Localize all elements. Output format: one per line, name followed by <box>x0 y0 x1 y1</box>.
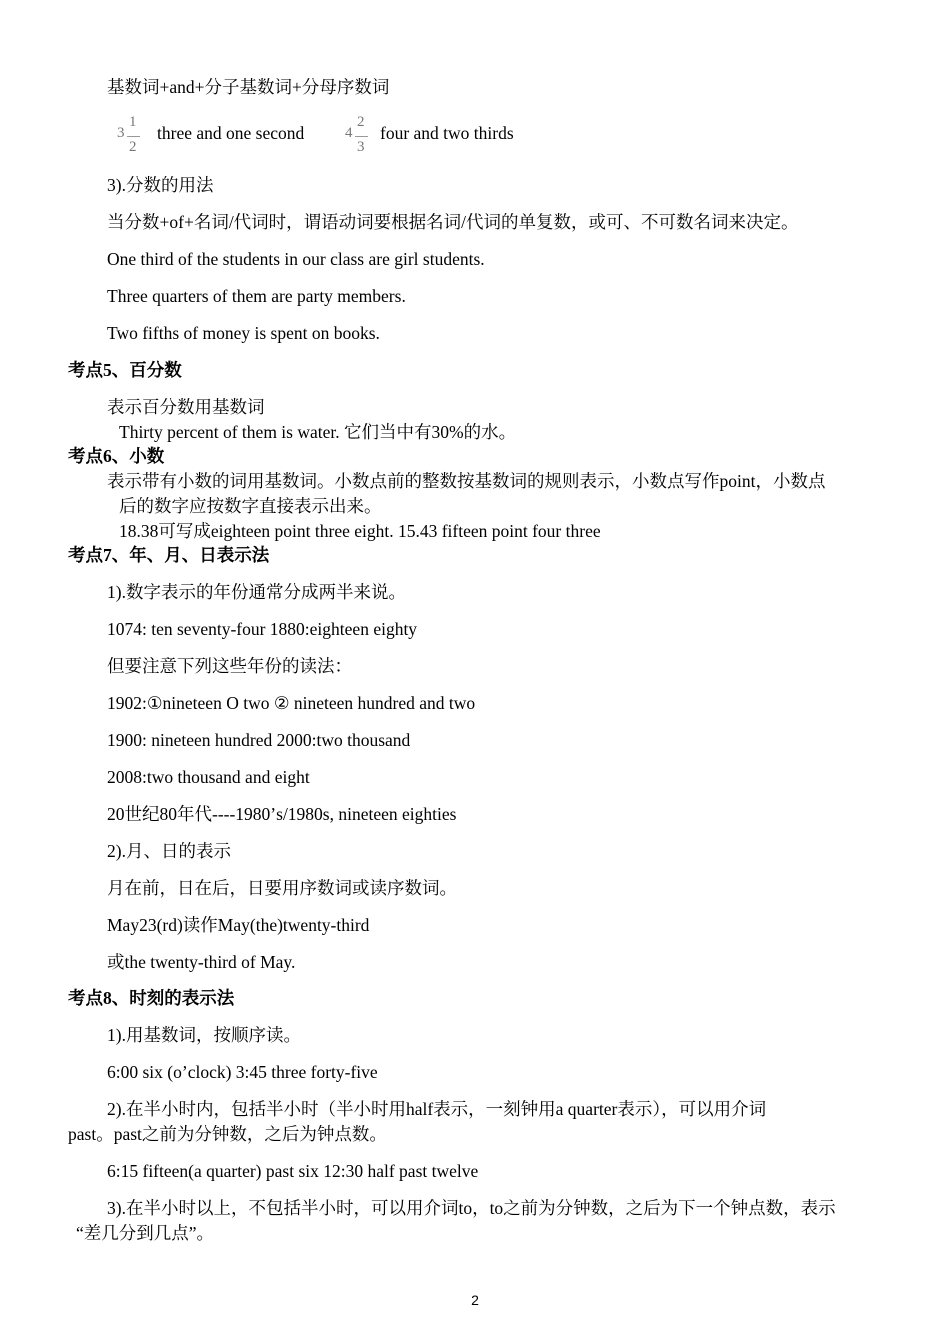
fraction-reading: four and two thirds <box>380 123 514 143</box>
text-line: 3).分数的用法 <box>107 175 214 195</box>
text-line: 2).在半小时内，包括半小时（半小时用half表示，一刻钟用a quarter表示），可以用介词 <box>107 1099 767 1119</box>
text-line: 表示带有小数的词用基数词。小数点前的整数按基数词的规则表示，小数点写作point，小数点 <box>107 471 826 491</box>
fraction-examples <box>107 114 807 160</box>
section-heading: 考点6、小数 <box>68 446 165 466</box>
text-line: 1).用基数词，按顺序读。 <box>107 1025 301 1045</box>
text-line: 但要注意下列这些年份的读法： <box>107 656 352 676</box>
text-line: past。past之前为分钟数，之后为钟点数。 <box>68 1124 387 1144</box>
text-line: Three quarters of them are party members. <box>107 286 406 306</box>
text-line: 3).在半小时以上，不包括半小时，可以用介词to，to之前为分钟数，之后为下一个钟点数，表示 <box>107 1198 836 1218</box>
fraction-reading: three and one second <box>157 123 305 143</box>
fraction-bar <box>355 136 368 137</box>
text-line: One third of the students in our class are girl students. <box>107 249 485 269</box>
text-line: 6:00 six (o’clock) 3:45 three forty-five <box>107 1062 378 1082</box>
fraction-denominator: 3 <box>357 139 365 155</box>
section-heading: 考点5、百分数 <box>68 360 182 380</box>
fraction-numerator: 2 <box>357 114 365 130</box>
text-line: 20世纪80年代----1980’s/1980s, nineteen eighties <box>107 804 457 824</box>
text-line: 2).月、日的表示 <box>107 841 231 861</box>
text-line: 1902:①nineteen O two ② nineteen hundred and two <box>107 693 476 713</box>
text-line: Thirty percent of them is water. 它们当中有30%的水。 <box>119 422 517 442</box>
fraction-whole: 4 <box>345 125 353 141</box>
fraction-whole: 3 <box>117 125 125 141</box>
text-line: May23(rd)读作May(the)twenty-third <box>107 915 370 935</box>
text-line: 表示百分数用基数词 <box>107 397 265 417</box>
text-line: 6:15 fifteen(a quarter) past six 12:30 half past twelve <box>107 1161 479 1181</box>
fraction-bar <box>127 136 140 137</box>
section-heading: 考点7、年、月、日表示法 <box>68 545 270 565</box>
text-line: 2008:two thousand and eight <box>107 767 310 787</box>
text-line: 后的数字应按数字直接表示出来。 <box>119 496 382 516</box>
section-heading: 考点8、时刻的表示法 <box>68 988 235 1008</box>
text-line: 月在前，日在后，日要用序数词或读序数词。 <box>107 878 457 898</box>
fraction-denominator: 2 <box>129 139 137 155</box>
fraction-numerator: 1 <box>129 114 137 130</box>
text-line: 1).数字表示的年份通常分成两半来说。 <box>107 582 406 602</box>
text-line: 1900: nineteen hundred 2000:two thousand <box>107 730 411 750</box>
text-line: 1074: ten seventy-four 1880:eighteen eighty <box>107 619 418 639</box>
text-line: “差几分到几点”。 <box>76 1223 215 1243</box>
text-line: 18.38可写成eighteen point three eight. 15.43 fifteen point four three <box>119 521 601 541</box>
text-line: 或the twenty-third of May. <box>107 952 296 972</box>
text-line: Two fifths of money is spent on books. <box>107 323 380 343</box>
page-number: 2 <box>471 1292 479 1308</box>
text-line: 当分数+of+名词/代词时，谓语动词要根据名词/代词的单复数，或可、不可数名词来决定。 <box>107 212 799 232</box>
text-line: 基数词+and+分子基数词+分母序数词 <box>107 77 390 97</box>
